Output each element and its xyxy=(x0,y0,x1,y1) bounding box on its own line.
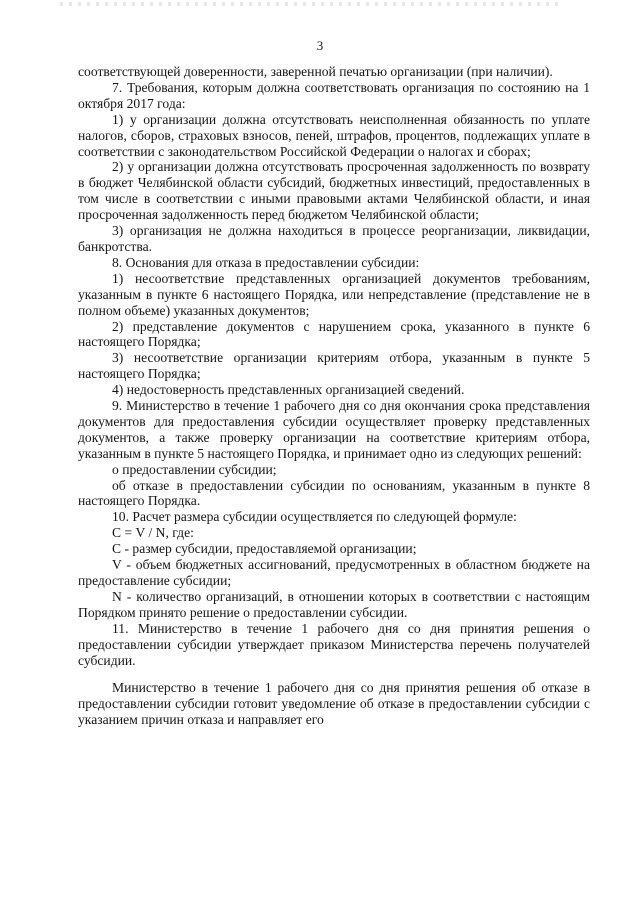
scan-edge-artifact xyxy=(60,2,560,6)
paragraph: 2) у организации должна отсутствовать просроченная задолженность по возврату в бюджет Челябинской области субсидий, бюджетных инвестиций, предоставленных в том числе в соответствии с иными правовыми актами Челябинской области, и иная просроченная задолженность перед бюджетом Челябинской области; xyxy=(78,159,590,223)
paragraph: о предоставлении субсидии; xyxy=(112,461,277,477)
paragraph: 1) у организации должна отсутствовать неисполненная обязанность по уплате налогов, сборов, страховых взносов, пеней, штрафов, процентов, подлежащих уплате в соответствии с законодательством Российской Федерации о налогах и сборах; xyxy=(78,111,590,159)
document-body xyxy=(78,64,590,728)
paragraph: 1) несоответствие представленных организацией документов требованиям, указанным в пункте 6 настоящего Порядка, или непредставление (представление не в полном объеме) указанных документов; xyxy=(78,270,590,318)
paragraph: 10. Расчет размера субсидии осуществляется по следующей формуле: xyxy=(112,509,517,525)
paragraph: 11. Министерство в течение 1 рабочего дня со дня принятия решения о предоставлении субсидии утверждает приказом Министерства перечень получателей субсидии. xyxy=(78,620,590,668)
paragraph: 9. Министерство в течение 1 рабочего дня со дня окончания срока представления документов для предоставления субсидии осуществляет проверку представленных документов, а также проверку организации на соответствие критериям отбора, указанным в пункте 5 настоящего Порядка, и принимает одно из следующих решений: xyxy=(78,398,590,461)
paragraph: V - объем бюджетных ассигнований, предусмотренных в областном бюджете на предоставление субсидии; xyxy=(78,557,590,588)
paragraph: С - размер субсидии, предоставляемой организации; xyxy=(112,541,417,557)
paragraph: Министерство в течение 1 рабочего дня со дня принятия решения об отказе в предоставлении субсидии готовит уведомление об отказе в предоставлении субсидии с указанием причин отказа и направляет его xyxy=(78,680,590,728)
page-number: 3 xyxy=(316,38,324,53)
paragraph: 2) представление документов с нарушением срока, указанного в пункте 6 настоящего Порядка; xyxy=(78,318,590,350)
paragraph: 3) организация не должна находиться в процессе реорганизации, ликвидации, банкротства. xyxy=(78,223,590,254)
paragraph: соответствующей доверенности, заверенной печатью организации (при наличии). xyxy=(78,64,553,79)
paragraph: 7. Требования, которым должна соответствовать организация по состоянию на 1 октября 2017 года: xyxy=(78,79,590,111)
paragraph: С = V / N, где: xyxy=(112,525,194,541)
paragraph: N - количество организаций, в отношении которых в соответствии с настоящим Порядком принято решение о предоставлении субсидии. xyxy=(78,588,590,620)
paragraph: 3) несоответствие организации критериям отбора, указанным в пункте 5 настоящего Порядка; xyxy=(78,350,590,382)
paragraph: об отказе в предоставлении субсидии по основаниям, указанным в пункте 8 настоящего Порядка. xyxy=(78,477,590,509)
paragraph: 4) недостоверность представленных организацией сведений. xyxy=(112,382,465,398)
paragraph: 8. Основания для отказа в предоставлении субсидии: xyxy=(112,254,420,270)
